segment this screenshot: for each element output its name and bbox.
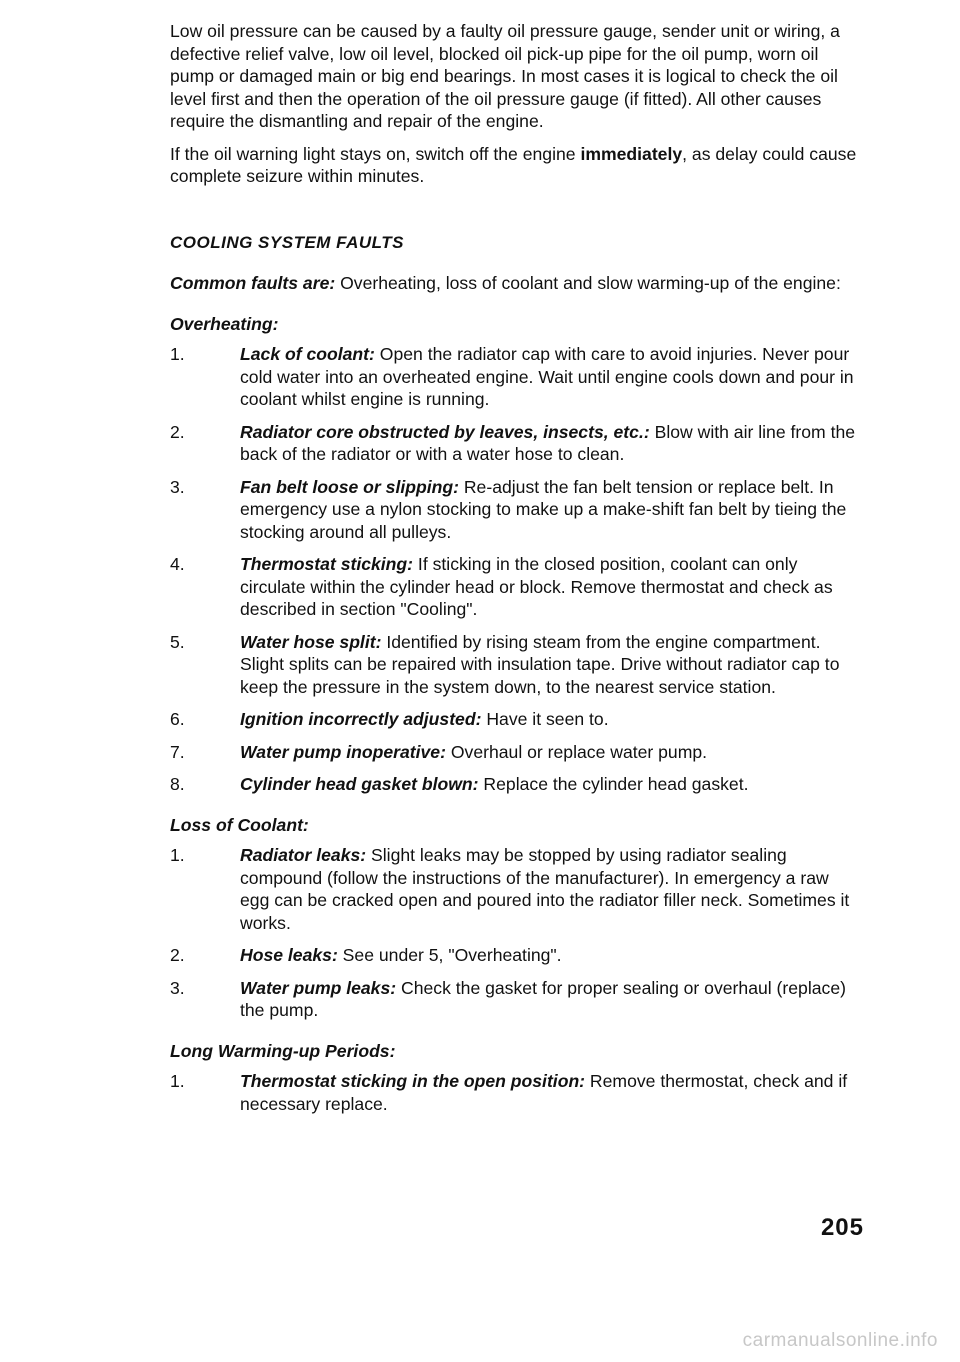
item-term: Water hose split: [240, 631, 382, 652]
warning-text-before: If the oil warning light stays on, switch off the engine [170, 143, 581, 164]
list-item [170, 476, 860, 544]
list-item [170, 631, 860, 699]
item-number: 3. [170, 977, 185, 998]
item-text: Identified by rising steam from the engine compartment. Slight splits can be repaired with insulation tape. Drive without radiator cap to keep the pressure in the system down, to the nearest service station. [240, 631, 840, 697]
item-body [240, 844, 860, 934]
item-number: 4. [170, 554, 185, 574]
item-body [240, 631, 860, 699]
item-text: Remove thermostat, check and if necessary replace. [240, 1071, 848, 1114]
item-term: Lack of coolant: [240, 344, 375, 364]
item-body [240, 741, 860, 764]
item-number: 1. [170, 344, 185, 364]
watermark-text: carmanualsonline.info [742, 1330, 938, 1351]
item-term: Ignition incorrectly adjusted: [240, 709, 482, 729]
item-text: Replace the cylinder head gasket. [478, 774, 749, 794]
loss-of-coolant-list [170, 844, 860, 1022]
item-term: Thermostat sticking: [240, 554, 414, 574]
list-item [170, 741, 860, 764]
item-term: Cylinder head gasket blown: [240, 774, 479, 794]
intro-paragraph-oil-pressure: Low oil pressure can be caused by a faulty oil pressure gauge, sender unit or wiring, a defective relief valve, low oil level, blocked oil pick-up pipe for the oil pump, worn oil pump or damaged main or big end bearings. In most cases it is logical to check the oil level first and then the operation of the oil pressure gauge (if fitted). All other causes require the dismantling and repair of the engine. [170, 21, 840, 131]
item-number: 3. [170, 476, 185, 497]
list-item [170, 773, 860, 796]
list-item [170, 553, 860, 621]
item-number: 6. [170, 709, 185, 729]
warning-emphasis: immediately [580, 143, 683, 164]
item-term: Thermostat sticking in the open position: [240, 1071, 586, 1091]
item-body [240, 773, 860, 796]
item-text: Open the radiator cap with care to avoid injuries. Never pour cold water into an overheated engine. Wait until engine cools down and pour in coolant whilst engine is running. [240, 344, 854, 409]
item-term: Water pump inoperative: [240, 741, 446, 762]
common-faults-term: Common faults are: [170, 273, 336, 293]
item-number: 2. [170, 421, 185, 442]
item-text: Have it seen to. [481, 709, 609, 729]
warming-up-list [170, 1070, 860, 1115]
item-number: 1. [170, 845, 185, 865]
item-body [240, 944, 860, 967]
common-faults-text: Overheating, loss of coolant and slow warming-up of the engine: [335, 273, 841, 293]
overheating-list [170, 343, 860, 796]
item-text: Check the gasket for proper sealing or overhaul (replace) the pump. [240, 977, 846, 1020]
list-item [170, 977, 860, 1022]
item-number: 5. [170, 631, 185, 652]
item-body [240, 343, 860, 411]
list-item [170, 708, 860, 731]
subheading-loss-of-coolant: Loss of Coolant: [170, 814, 309, 835]
list-item [170, 944, 860, 967]
warning-text-after: , as delay could cause complete seizure within minutes. [170, 143, 857, 186]
item-number: 8. [170, 774, 185, 794]
item-text: Overhaul or replace water pump. [445, 741, 708, 762]
item-term: Radiator core obstructed by leaves, insects, etc.: [240, 421, 650, 442]
item-text: Slight leaks may be stopped by using radiator sealing compound (follow the instructions of the manufacturer). In emergency a raw egg can be cracked open and poured into the radiator filler neck. Sometimes it works. [240, 845, 850, 933]
item-body [240, 476, 860, 544]
item-body [240, 421, 860, 466]
common-faults-paragraph [170, 272, 860, 295]
item-body [240, 977, 860, 1022]
list-item [170, 844, 860, 934]
manual-page [170, 20, 860, 1125]
page-number: 205 [820, 1214, 864, 1241]
item-term: Hose leaks: [240, 945, 338, 965]
item-number: 1. [170, 1071, 185, 1091]
item-number: 7. [170, 741, 185, 762]
item-term: Radiator leaks: [240, 845, 367, 865]
intro-paragraph-warning-light [170, 143, 860, 188]
item-term: Fan belt loose or slipping: [240, 476, 459, 497]
item-term: Water pump leaks: [240, 977, 397, 998]
item-number: 2. [170, 945, 185, 965]
item-body [240, 1070, 860, 1115]
item-body [240, 553, 860, 621]
item-body [240, 708, 860, 731]
subheading-long-warming-up: Long Warming-up Periods: [170, 1040, 396, 1061]
item-text: Re-adjust the fan belt tension or replace belt. In emergency use a nylon stocking to make up a make-shift fan belt by tieing the stocking around all pulleys. [240, 476, 847, 542]
list-item [170, 1070, 860, 1115]
item-text: Blow with air line from the back of the radiator or with a water hose to clean. [240, 421, 856, 464]
list-item [170, 343, 860, 411]
section-title-cooling-faults: COOLING SYSTEM FAULTS [170, 232, 405, 252]
item-text: If sticking in the closed position, coolant can only circulate within the cylinder head or block. Remove thermostat and check as described in section "Cooling". [240, 554, 833, 619]
item-text: See under 5, "Overheating". [337, 945, 562, 965]
list-item [170, 421, 860, 466]
subheading-overheating: Overheating: [170, 313, 279, 334]
